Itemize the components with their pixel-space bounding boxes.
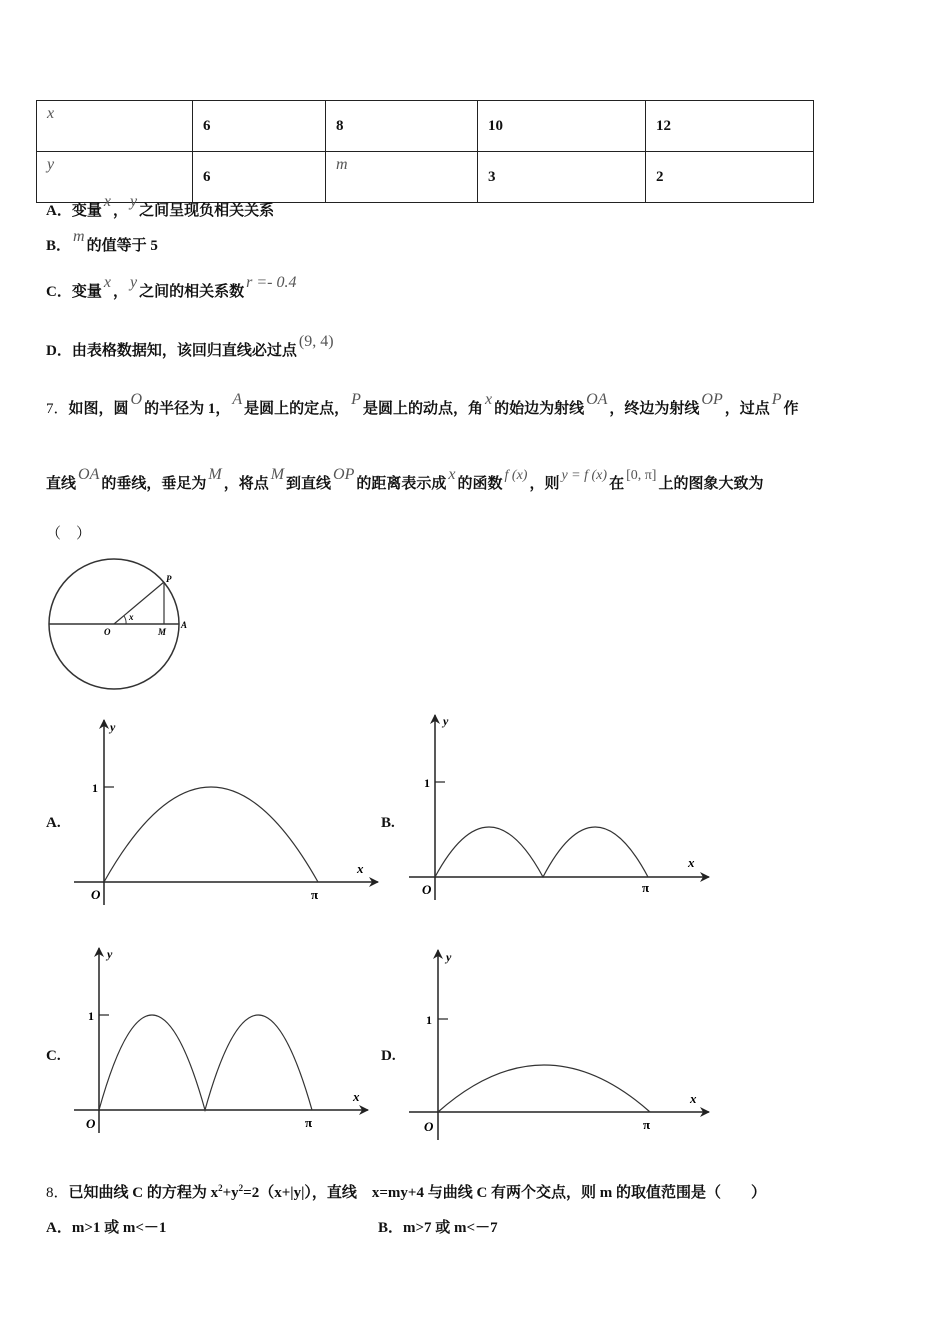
table-cell: 6	[193, 101, 326, 152]
stem-text: 的函数	[457, 476, 503, 492]
data-table	[36, 100, 814, 203]
x-axis-label: x	[357, 861, 364, 876]
y-tick-label: 1	[426, 1013, 432, 1027]
stem-text: ，终边为射线	[609, 401, 700, 417]
angle-arc	[124, 616, 126, 624]
q7-option-d-label[interactable]: D.	[381, 1048, 396, 1064]
table-cell: 3	[477, 152, 645, 203]
math-m: m	[73, 228, 85, 245]
q8-stem	[46, 1181, 766, 1202]
option-label: C．	[46, 284, 72, 300]
origin-label: O	[91, 887, 101, 902]
x-axis-label: x	[690, 1091, 697, 1106]
stem-text: =2（x+|y|），直线 x=my+4 与曲线 C 有两个交点，则 m 的取值范围是（ ）	[243, 1185, 767, 1201]
math-x: x	[103, 274, 111, 291]
curve	[99, 1015, 312, 1110]
answer-parentheses: （ ）	[46, 526, 92, 542]
option-text: 由表格数据知，该回归直线必过点	[71, 343, 297, 359]
stem-text: 直线	[46, 476, 77, 492]
label-x: x	[129, 612, 134, 622]
math-yfx: y = f (x)	[561, 468, 608, 483]
graph-option-a[interactable]	[70, 715, 390, 915]
math-x: x	[484, 391, 493, 408]
y-axis-label: y	[446, 950, 452, 964]
q7-option-c-label[interactable]: C.	[46, 1048, 61, 1064]
math-M: M	[208, 466, 222, 483]
origin-label: O	[86, 1116, 96, 1131]
superscript: 2	[238, 1183, 244, 1193]
stem-text: ，过点	[724, 401, 770, 417]
x-axis-label: x	[353, 1089, 360, 1104]
math-O: O	[130, 391, 143, 408]
table-cell: 8	[326, 101, 478, 152]
math-fx: f (x)	[504, 468, 528, 483]
table-cell: 2	[645, 152, 813, 203]
question-number: 8．	[46, 1185, 69, 1201]
question-number: 7．	[46, 401, 69, 417]
stem-text: 上的图象大致为	[658, 476, 764, 492]
math-interval: [0, π]	[626, 468, 657, 483]
q6-option-b[interactable]	[46, 228, 158, 255]
graph-option-d[interactable]	[405, 945, 725, 1145]
table-cell: 10	[477, 101, 645, 152]
stem-text: 的半径为 1，	[144, 401, 231, 417]
math-y: y	[129, 274, 138, 291]
math-A: A	[232, 391, 243, 408]
option-label: B．	[46, 238, 72, 254]
origin-label: O	[422, 882, 432, 897]
label-M: M	[158, 627, 167, 637]
graph-option-b[interactable]	[405, 710, 725, 910]
x-axis-label: x	[688, 855, 695, 870]
curve	[104, 787, 318, 882]
option-text: 之间的相关系数	[139, 284, 245, 300]
table-cell: 12	[645, 101, 813, 152]
stem-text: 的始边为射线	[494, 401, 585, 417]
pi-label: π	[642, 880, 650, 895]
pi-label: π	[305, 1115, 313, 1130]
y-axis-label: y	[110, 720, 116, 734]
stem-text: ，将点	[223, 476, 269, 492]
origin-label: O	[424, 1119, 434, 1134]
y-axis-label: y	[443, 714, 449, 728]
math-r: r =- 0.4	[246, 274, 297, 291]
math-x: x	[103, 193, 111, 210]
math-point: (9, 4)	[298, 333, 334, 350]
option-text: 的值等于 5	[86, 238, 158, 254]
stem-text: 的距离表示成	[356, 476, 447, 492]
math-OP: OP	[701, 391, 723, 408]
math-P: P	[771, 391, 782, 408]
option-text: 变量	[71, 203, 102, 219]
curve	[438, 1065, 650, 1112]
y-tick-label: 1	[88, 1009, 94, 1023]
math-y: y	[129, 193, 138, 210]
y-axis-label: y	[107, 947, 113, 961]
separator: ，	[112, 203, 128, 219]
stem-text: 的垂线，垂足为	[101, 476, 207, 492]
graph-option-c[interactable]	[70, 943, 380, 1143]
math-P: P	[351, 391, 361, 408]
option-label: A．	[46, 203, 72, 219]
math-x: x	[448, 466, 456, 483]
option-text: 之间呈现负相关关系	[139, 203, 275, 219]
q6-option-a[interactable]	[46, 193, 275, 220]
pi-label: π	[311, 887, 319, 902]
stem-text: 到直线	[286, 476, 332, 492]
math-OP: OP	[333, 466, 355, 483]
stem-text: 是圆上的定点，	[244, 401, 350, 417]
superscript: 2	[218, 1183, 223, 1193]
label-P: P	[166, 574, 172, 584]
q7-stem-line-2	[46, 466, 764, 493]
math-M: M	[270, 466, 285, 483]
stem-text: ，则	[529, 476, 560, 492]
separator: ，	[112, 284, 128, 300]
radius-op	[114, 582, 164, 624]
stem-text: 在	[609, 476, 625, 492]
q8-option-b[interactable]: B．m>7 或 m<－7	[378, 1220, 498, 1236]
stem-text: 如图，圆	[68, 401, 129, 417]
math-OA: OA	[78, 466, 100, 483]
q6-option-c[interactable]	[46, 274, 298, 301]
table-row	[37, 152, 814, 203]
label-O: O	[104, 627, 111, 637]
curve	[435, 827, 648, 877]
q8-option-a[interactable]: A．m>1 或 m<－1	[46, 1220, 167, 1236]
stem-text: +y	[222, 1185, 239, 1201]
table-cell: 6	[193, 152, 326, 203]
q7-option-a-label[interactable]: A.	[46, 815, 61, 831]
option-label: D．	[46, 343, 72, 359]
table-cell-m: m	[326, 152, 478, 203]
stem-text: 已知曲线 C 的方程为 x	[68, 1185, 219, 1201]
stem-text: 是圆上的动点，角	[362, 401, 483, 417]
option-text: 变量	[71, 284, 102, 300]
stem-text: 作	[783, 401, 799, 417]
q6-option-d[interactable]	[46, 333, 336, 360]
label-A: A	[181, 620, 188, 630]
pi-label: π	[643, 1117, 651, 1132]
table-row	[37, 101, 814, 152]
y-tick-label: 1	[424, 776, 430, 790]
y-tick-label: 1	[92, 781, 98, 795]
row-head-x: x	[37, 101, 193, 152]
q7-stem-line-1	[46, 391, 799, 418]
math-OA: OA	[586, 391, 608, 408]
row-head-y: y	[37, 152, 193, 203]
unit-circle-figure	[46, 555, 196, 695]
q7-option-b-label[interactable]: B.	[381, 815, 395, 831]
